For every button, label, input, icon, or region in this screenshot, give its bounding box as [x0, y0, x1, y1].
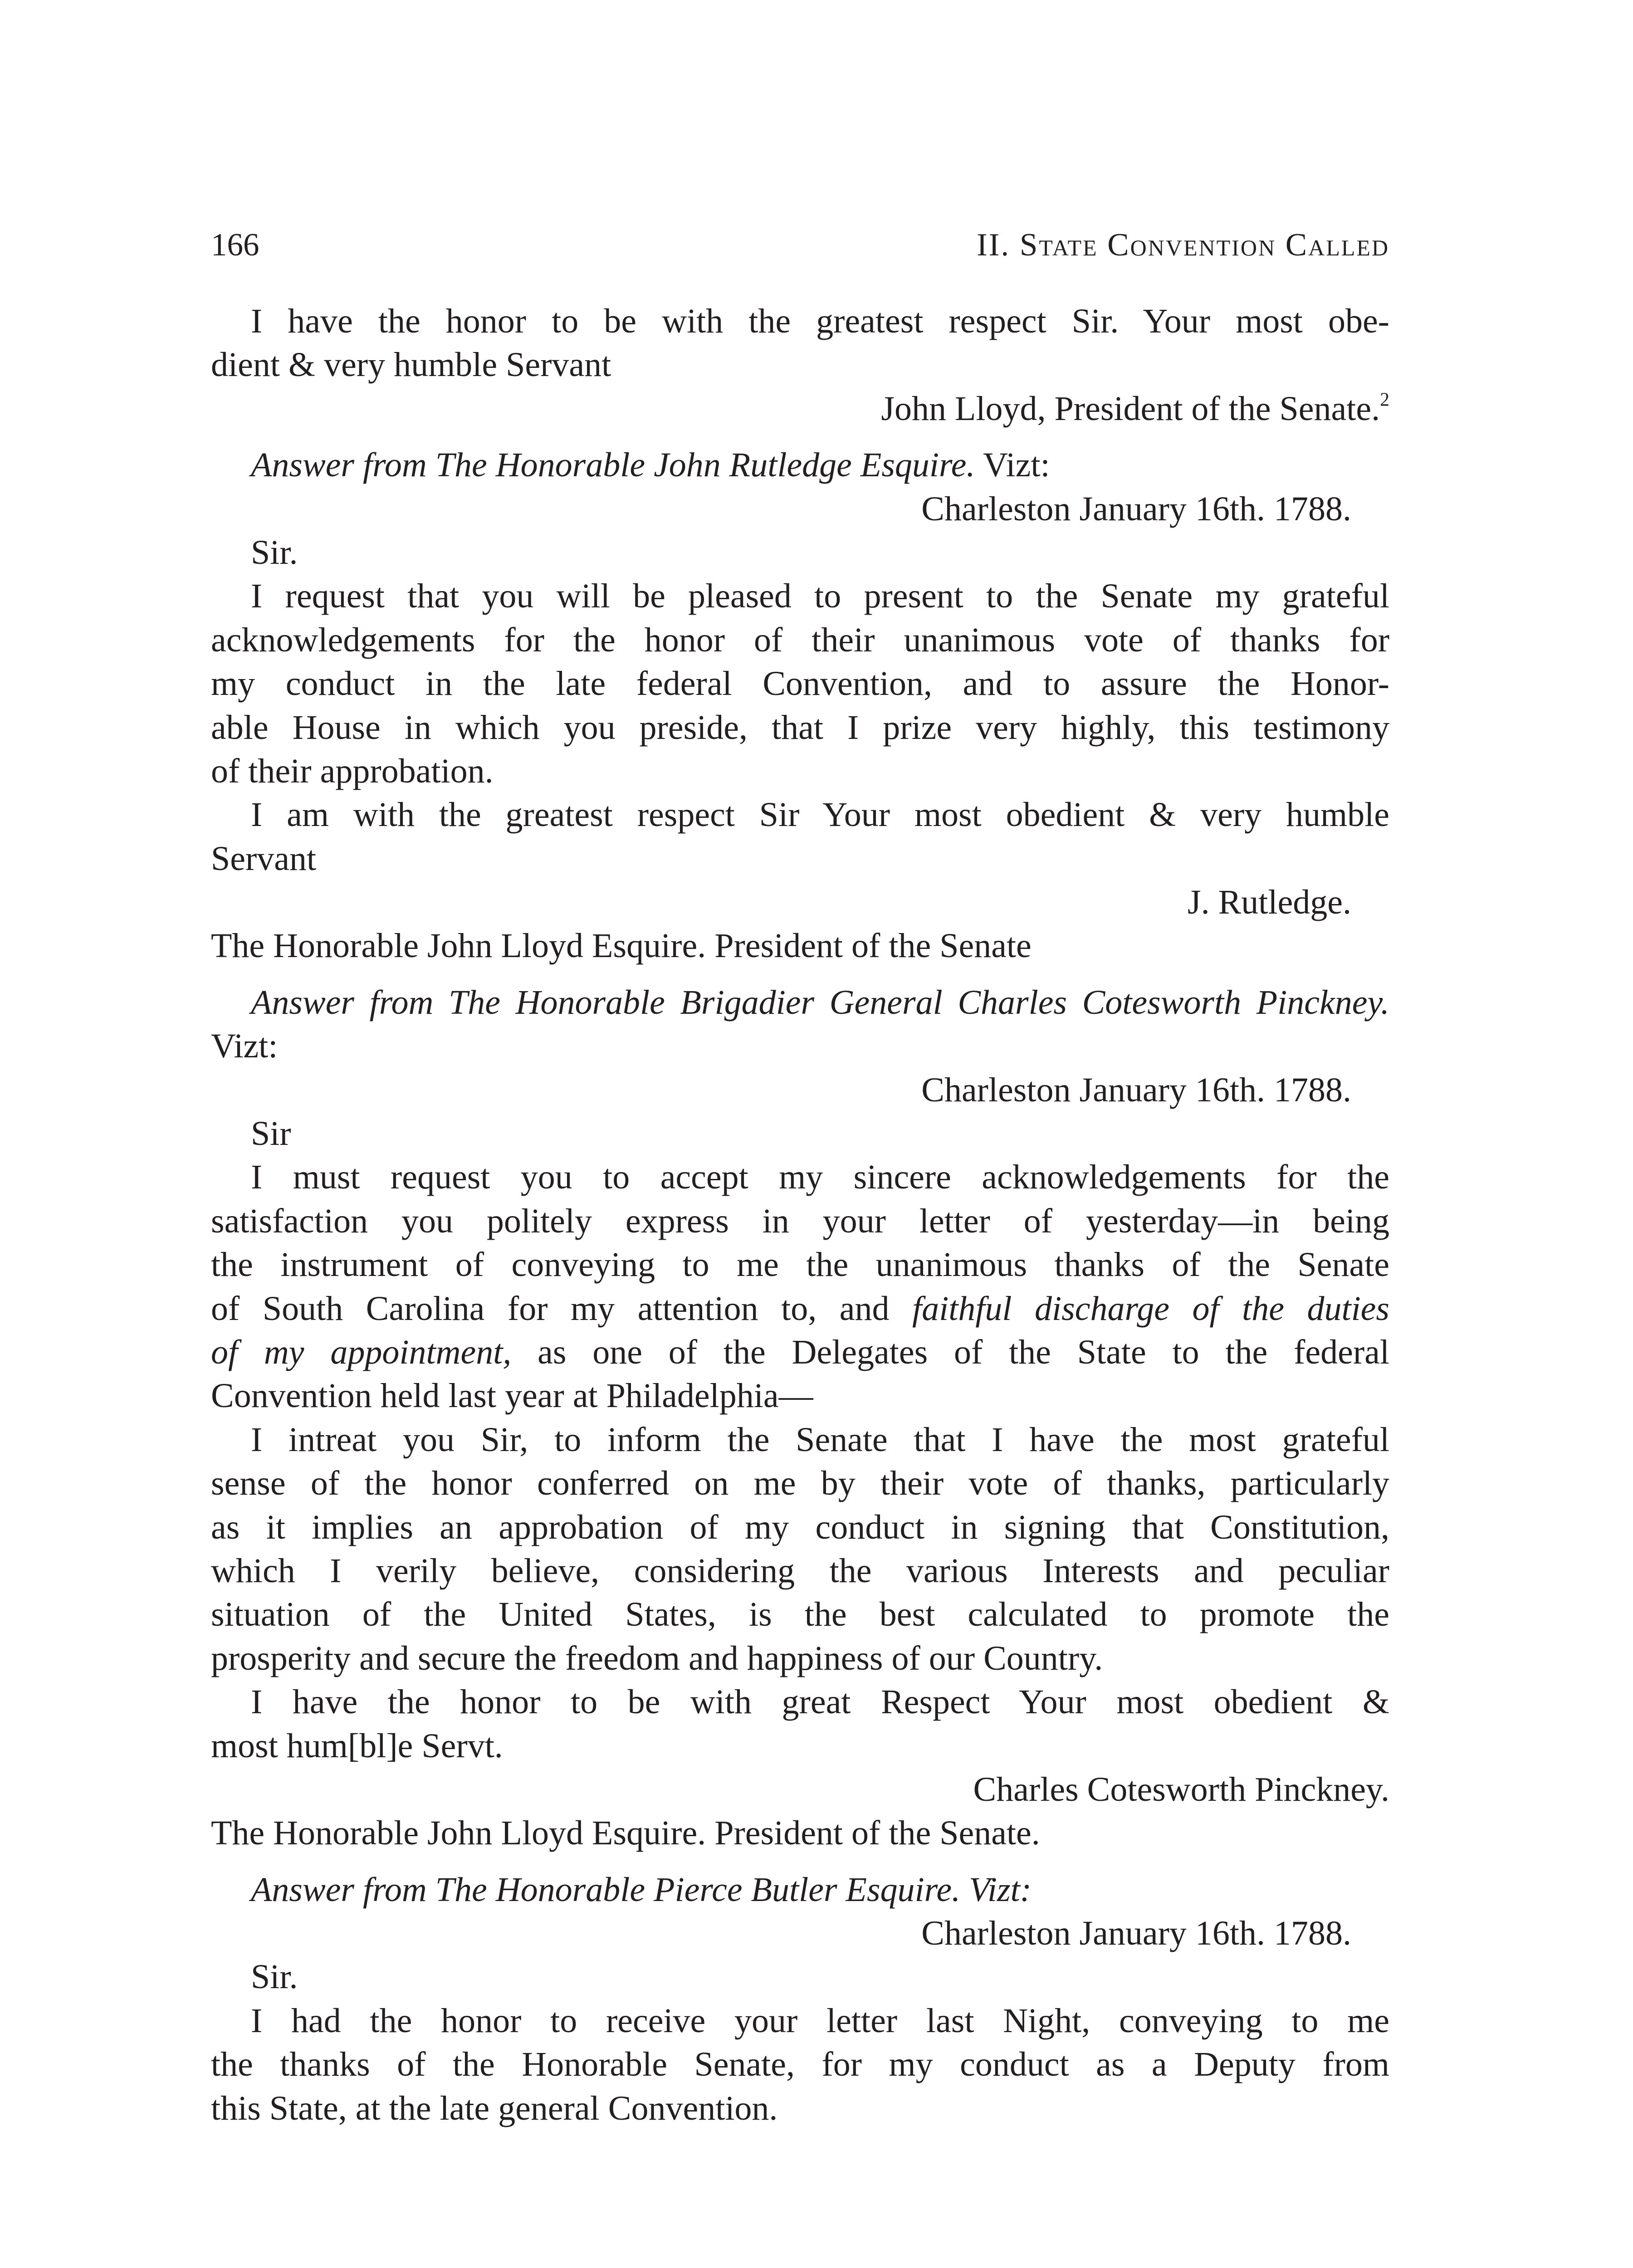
paragraph-line: the instrument of conveying to me the unanimous thanks of the Senate	[211, 1246, 1389, 1284]
paragraph-line: of South Carolina for my attention to, and faithful discharge of the duties	[211, 1289, 1389, 1328]
letter-date: Charleston January 16th. 1788.	[921, 1914, 1351, 1953]
paragraph-line: prosperity and secure the freedom and happiness of our Country.	[211, 1639, 1103, 1677]
paragraph-line: acknowledgements for the honor of their unanimous vote of thanks for	[211, 621, 1389, 659]
paragraph-line: of their approbation.	[211, 752, 494, 790]
footnote-ref: 2	[1380, 389, 1389, 411]
body-text	[211, 299, 1389, 2130]
paragraph-line: I intreat you Sir, to inform the Senate that I have the most grateful	[251, 1420, 1389, 1459]
paragraph-line: as it implies an approbation of my conduct in signing that Constitution,	[211, 1508, 1389, 1546]
salutation: Sir.	[251, 1958, 298, 1996]
paragraph-line: Convention held last year at Philadelphia—	[211, 1377, 813, 1415]
closing-line: dient & very humble Servant	[211, 346, 611, 384]
closing-line: I have the honor to be with great Respect Your most obedient &	[251, 1683, 1389, 1721]
closing-line: I am with the greatest respect Sir Your most obedient & very humble	[251, 796, 1389, 834]
paragraph-line: of my appointment, as one of the Delegates of the State to the federal	[211, 1333, 1389, 1371]
running-head: II. State Convention Called	[977, 227, 1389, 263]
salutation: Sir	[251, 1114, 291, 1153]
paragraph-line: the thanks of the Honorable Senate, for my conduct as a Deputy from	[211, 2045, 1389, 2084]
paragraph-line: able House in which you preside, that I prize very highly, this testimony	[211, 708, 1389, 747]
answer-heading-pinckney-cont: Vizt:	[211, 1027, 278, 1066]
answer-heading-rutledge: Answer from The Honorable John Rutledge Esquire. Vizt:	[251, 446, 1050, 484]
closing-line: most hum[bl]e Servt.	[211, 1726, 503, 1765]
paragraph-line: satisfaction you politely express in your letter of yesterday—in being	[211, 1202, 1389, 1240]
paragraph-line: my conduct in the late federal Convention, and to assure the Honor-	[211, 665, 1389, 703]
closing-line: I have the honor to be with the greatest respect Sir. Your most obe-	[251, 302, 1389, 340]
paragraph-line: I request that you will be pleased to present to the Senate my grateful	[251, 577, 1389, 616]
addressee-line: The Honorable John Lloyd Esquire. President of the Senate	[211, 927, 1032, 965]
paragraph-line: situation of the United States, is the best calculated to promote the	[211, 1595, 1389, 1634]
signature-pinckney: Charles Cotesworth Pinckney.	[973, 1770, 1389, 1809]
paragraph-line: I must request you to accept my sincere acknowledgements for the	[251, 1158, 1389, 1197]
signature-rutledge: J. Rutledge.	[1188, 883, 1351, 922]
paragraph-line: I had the honor to receive your letter last Night, conveying to me	[251, 2001, 1389, 2040]
addressee-line: The Honorable John Lloyd Esquire. President of the Senate.	[211, 1814, 1040, 1853]
page-number: 166	[211, 227, 259, 263]
salutation: Sir.	[251, 533, 298, 572]
paragraph-line: sense of the honor conferred on me by their vote of thanks, particularly	[211, 1464, 1389, 1503]
page-header	[211, 213, 1389, 277]
paragraph-line: this State, at the late general Convention.	[211, 2089, 778, 2127]
signature-lloyd: John Lloyd, President of the Senate.$^2$	[881, 389, 1389, 428]
letter-date: Charleston January 16th. 1788.	[921, 489, 1351, 528]
letter-date: Charleston January 16th. 1788.	[921, 1070, 1351, 1109]
closing-line: Servant	[211, 839, 317, 878]
paragraph-line: which I verily believe, considering the various Interests and peculiar	[211, 1551, 1389, 1590]
answer-heading-pinckney: Answer from The Honorable Brigadier General Charles Cotesworth Pinckney.	[251, 983, 1389, 1022]
answer-heading-butler: Answer from The Honorable Pierce Butler Esquire. Vizt:	[251, 1870, 1032, 1909]
